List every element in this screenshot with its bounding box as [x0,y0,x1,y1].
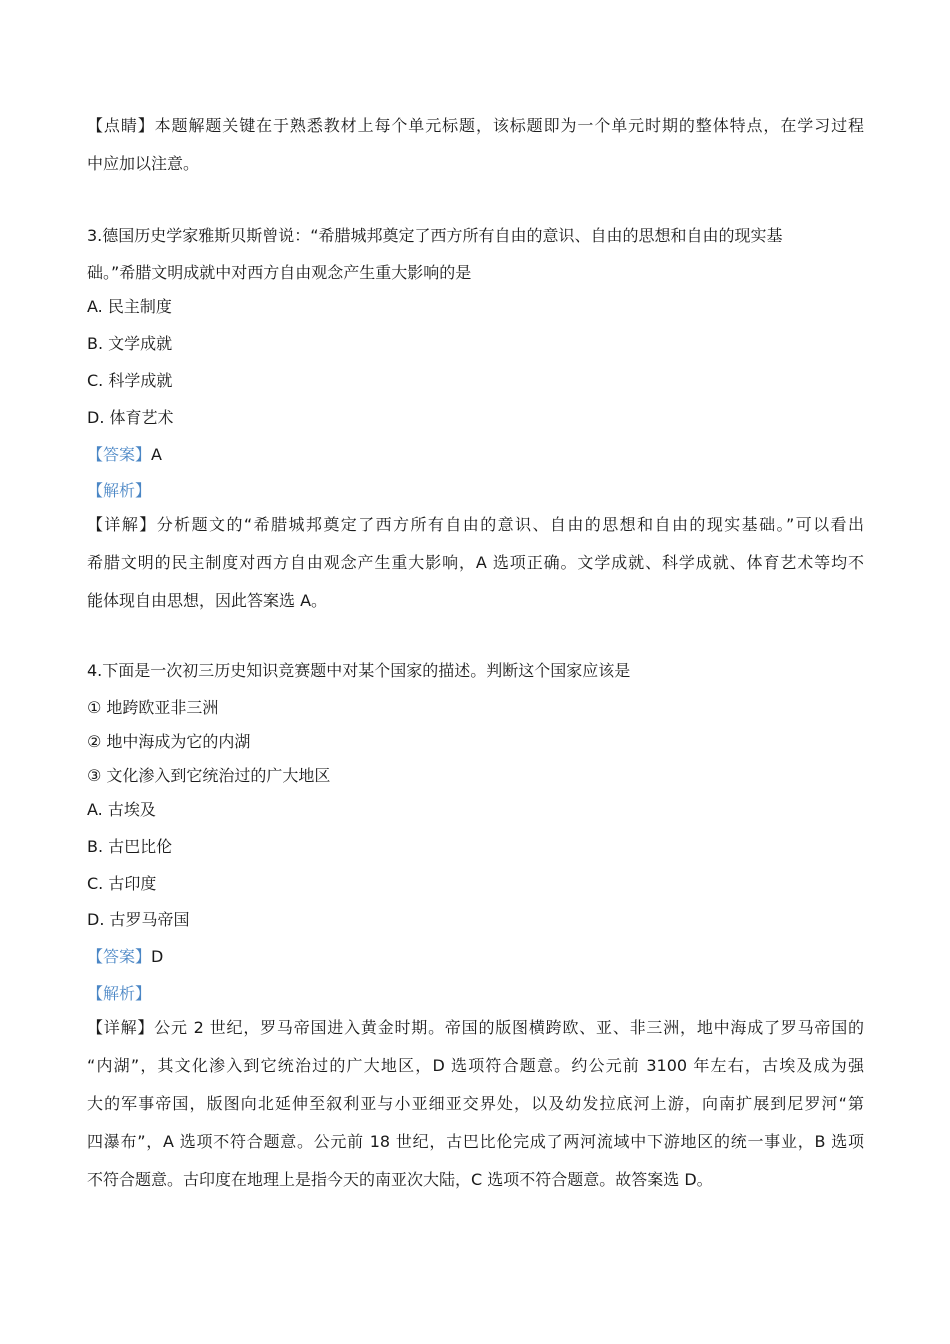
q4-answer [87,947,163,967]
q3-stem-line-1: 3.德国历史学家雅斯贝斯曾说：“希腊城邦奠定了西方所有自由的意识、自由的思想和自由的现实基 [87,226,783,245]
q4-option-a: A. 古埃及 [87,800,156,819]
q3-stem-line-2: 础。”希腊文明成就中对西方自由观念产生重大影响的是 [87,263,472,282]
q3-answer-value: A [151,445,162,464]
q3-answer-tag: 【答案】 [87,445,152,464]
q3-answer [87,445,162,465]
q4-clue-3: ③ 文化渗入到它统治过的广大地区 [87,766,331,785]
q4-analysis-tag: 【解析】 [87,984,152,1003]
q3-detail-line-1: 【详解】分析题文的“希腊城邦奠定了西方所有自由的意识、自由的思想和自由的现实基础。”可以看出 [87,515,864,534]
q4-clue-1: ① 地跨欧亚非三洲 [87,698,219,717]
q4-clue-2: ② 地中海成为它的内湖 [87,732,251,751]
q3-analysis-tag: 【解析】 [87,481,152,500]
q4-detail-line-1: 【详解】公元 2 世纪，罗马帝国进入黄金时期。帝国的版图横跨欧、亚、非三洲，地中海成了罗马帝国的 [87,1018,864,1037]
q4-stem-line-1: 4.下面是一次初三历史知识竞赛题中对某个国家的描述。判断这个国家应该是 [87,661,631,680]
q4-detail-line-4: 四瀑布”，A 选项不符合题意。公元前 18 世纪，古巴比伦完成了两河流域中下游地区的统一事业，B 选项 [87,1132,864,1151]
q4-answer-tag: 【答案】 [87,947,152,966]
q4-option-b: B. 古巴比伦 [87,837,173,856]
q3-option-c: C. 科学成就 [87,371,173,390]
q3-option-a: A. 民主制度 [87,297,172,316]
q4-detail-line-2: “内湖”，其文化渗入到它统治过的广大地区，D 选项符合题意。约公元前 3100 年左右，古埃及成为强 [87,1056,864,1075]
q3-option-d: D. 体育艺术 [87,408,174,427]
q4-option-c: C. 古印度 [87,874,157,893]
q3-detail-line-2: 希腊文明的民主制度对西方自由观念产生重大影响，A 选项正确。文学成就、科学成就、体育艺术等均不 [87,553,864,572]
q4-detail-line-5: 不符合题意。古印度在地理上是指今天的南亚次大陆，C 选项不符合题意。故答案选 D。 [87,1170,713,1189]
note-line-1: 【点睛】本题解题关键在于熟悉教材上每个单元标题，该标题即为一个单元时期的整体特点，在学习过程 [87,116,864,135]
q4-answer-value: D [151,947,164,966]
q4-detail-line-3: 大的军事帝国，版图向北延伸至叙利亚与小亚细亚交界处，以及幼发拉底河上游，向南扩展到尼罗河“第 [87,1094,864,1113]
q3-detail-line-3: 能体现自由思想，因此答案选 A。 [87,591,328,610]
note-line-2: 中应加以注意。 [87,154,200,173]
q3-option-b: B. 文学成就 [87,334,173,353]
q4-option-d: D. 古罗马帝国 [87,910,190,929]
